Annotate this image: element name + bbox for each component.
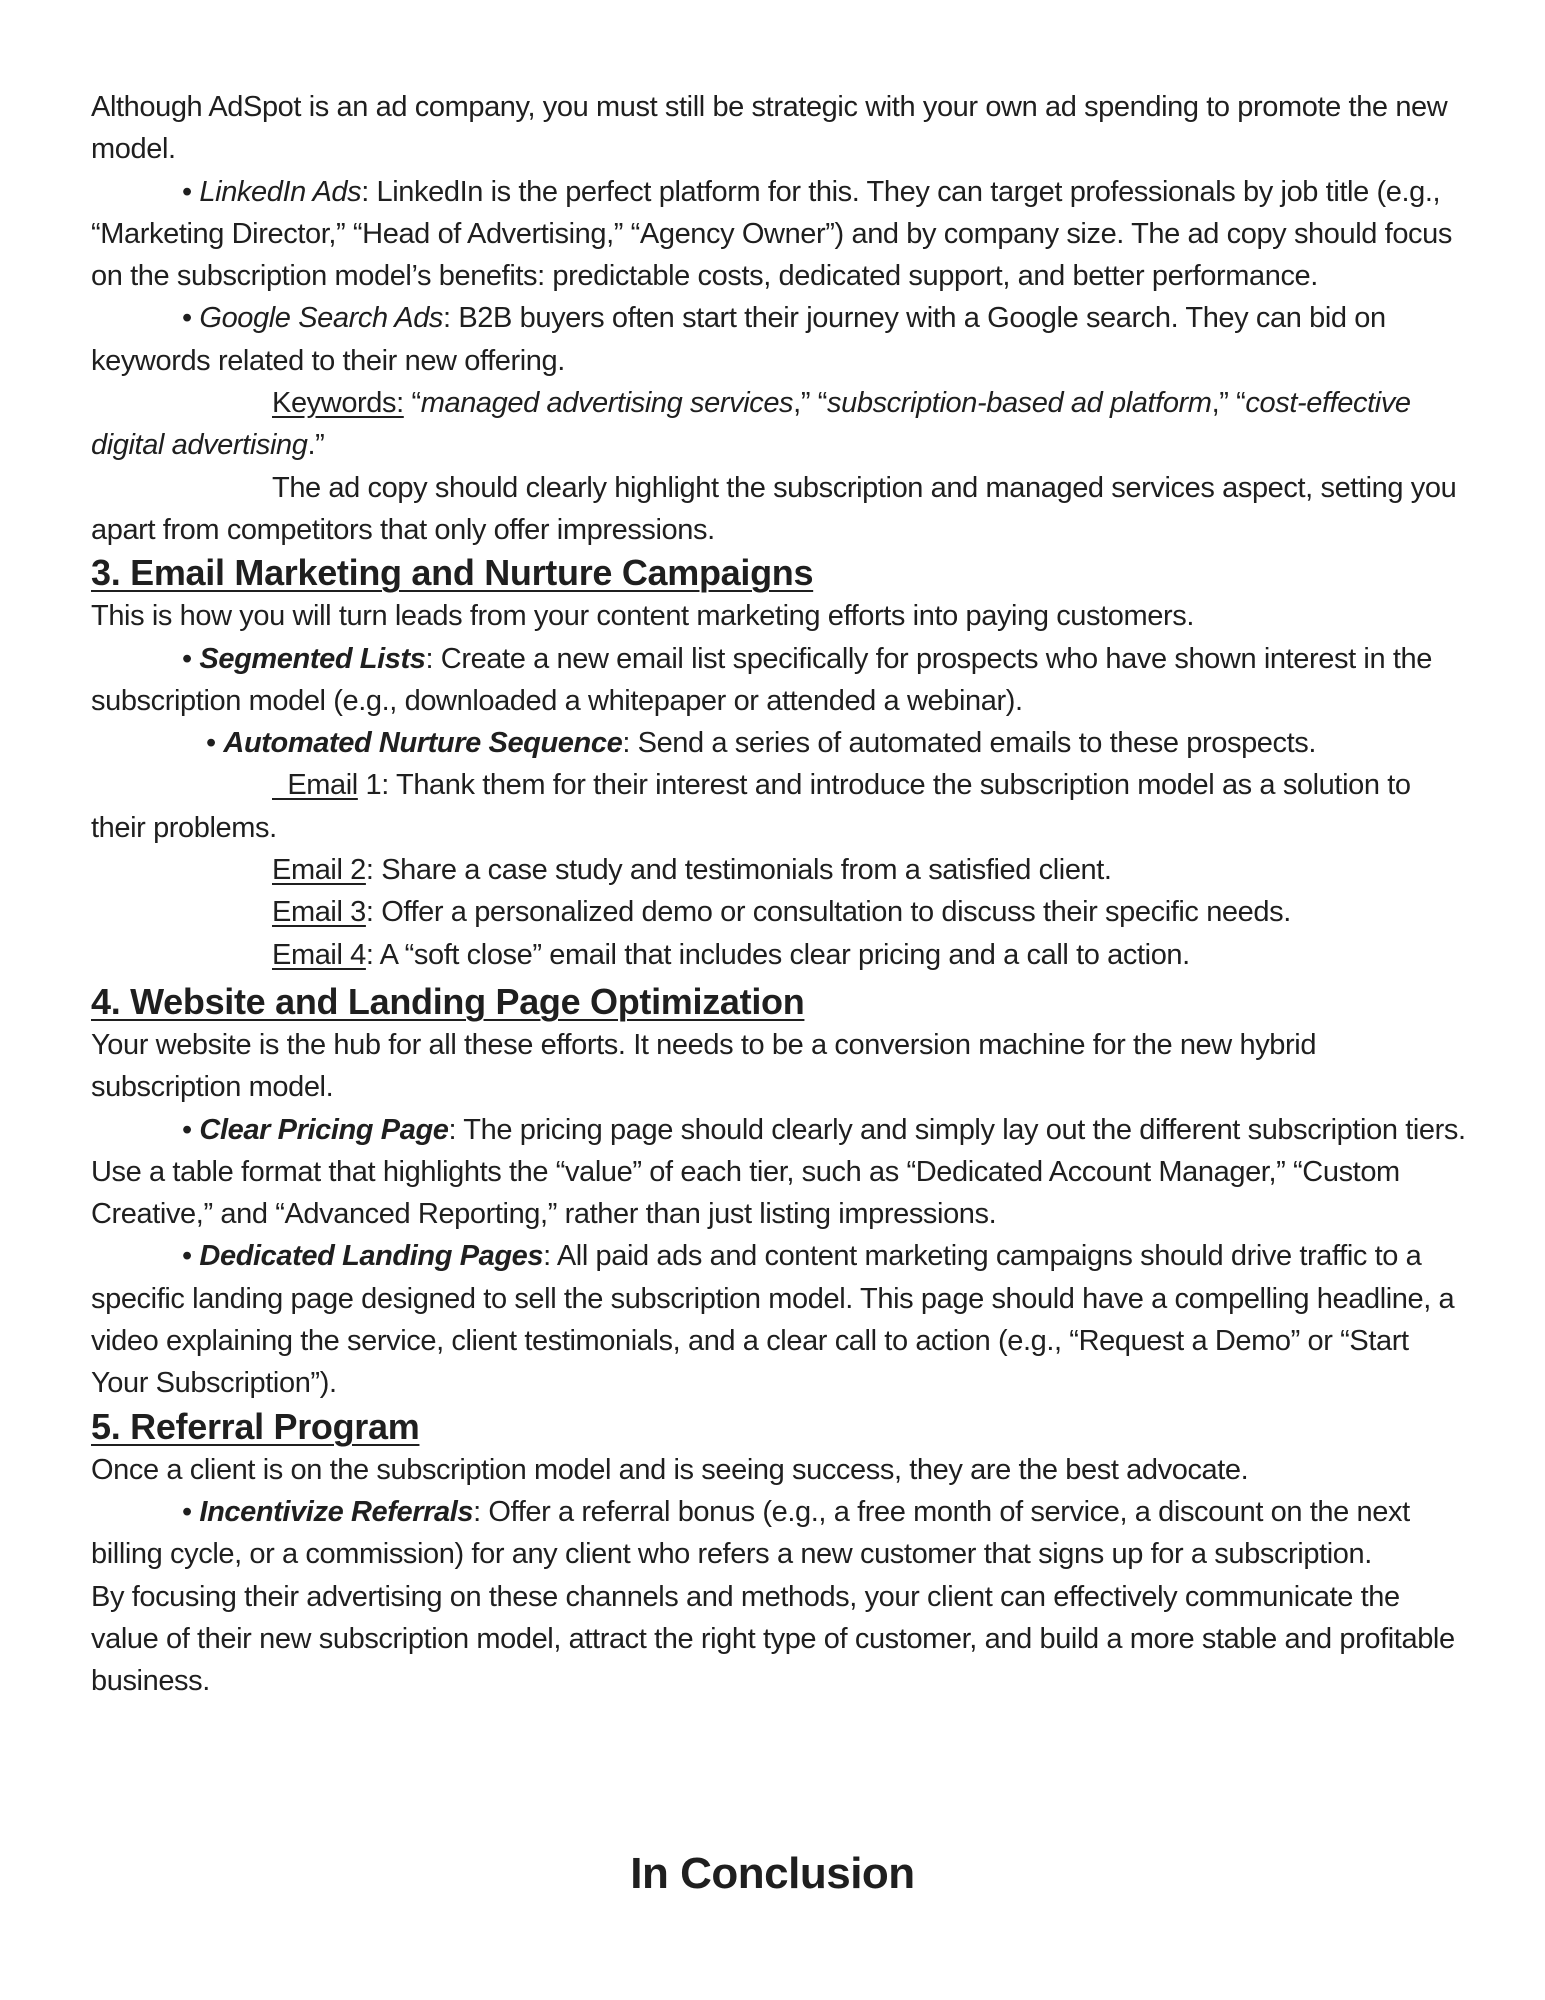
section-5-heading: 5. Referral Program bbox=[91, 1405, 420, 1447]
bullet: • bbox=[182, 1113, 200, 1146]
email-1-label: Email bbox=[272, 769, 358, 802]
segmented-lists-term: Segmented Lists bbox=[199, 642, 426, 675]
linkedin-ads-text: : LinkedIn is the perfect platform for this. They can target professionals by job title (e.g., “Marketing Director,” “Head of Advertising,” “Agency Owner”) and by company size. The ad copy should focus on the subscription model’s benefits: predictable costs, dedicated support, and better performance. bbox=[91, 175, 1452, 293]
section-3-intro: This is how you will turn leads from your content marketing efforts into paying customers. bbox=[91, 600, 1195, 633]
clear-pricing-paragraph bbox=[91, 1109, 1471, 1236]
google-search-ads-paragraph bbox=[91, 297, 1471, 382]
dedicated-landing-paragraph bbox=[91, 1235, 1471, 1404]
dedicated-landing-term: Dedicated Landing Pages bbox=[199, 1240, 544, 1273]
keyword-3: cost-effective digital advertising bbox=[91, 387, 1411, 462]
incentivize-referrals-term: Incentivize Referrals bbox=[199, 1495, 474, 1528]
keyword-2: subscription-based ad platform bbox=[827, 387, 1212, 420]
incentivize-referrals-paragraph bbox=[91, 1491, 1471, 1576]
email-1-text: 1: Thank them for their interest and introduce the subscription model as a solution to their problems. bbox=[91, 769, 1411, 844]
keywords-paragraph bbox=[91, 382, 1471, 467]
ad-copy-paragraph: The ad copy should clearly highlight the subscription and managed services aspect, setting you apart from competitors that only offer impressions. bbox=[91, 471, 1457, 546]
bullet: • bbox=[182, 642, 200, 675]
google-search-ads-term: Google Search Ads bbox=[199, 302, 444, 335]
clear-pricing-text: : The pricing page should clearly and simply lay out the different subscription tiers. Use a table format that highlights the “value” of each tier, such as “Dedicated Account Manager,” “Custom Creative,” and “Advanced Reporting,” rather than just listing impressions. bbox=[91, 1113, 1466, 1231]
section-4-intro: Your website is the hub for all these efforts. It needs to be a conversion machine for the new hybrid subscription model. bbox=[91, 1028, 1317, 1104]
segmented-lists-paragraph bbox=[91, 638, 1471, 723]
automated-nurture-text: : Send a series of automated emails to these prospects. bbox=[622, 727, 1317, 760]
automated-nurture-paragraph bbox=[91, 722, 1471, 764]
email-2-text: : Share a case study and testimonials from a satisfied client. bbox=[365, 854, 1112, 887]
segmented-lists-text: : Create a new email list specifically for prospects who have shown interest in the subscription model (e.g., downloaded a whitepaper or attended a webinar). bbox=[91, 642, 1432, 717]
intro-paragraph: Although AdSpot is an ad company, you must still be strategic with your own ad spending to promote the new model. bbox=[91, 91, 1448, 166]
linkedin-ads-term: LinkedIn Ads bbox=[199, 175, 362, 208]
keyword-1: managed advertising services bbox=[420, 387, 794, 420]
bullet: • bbox=[182, 175, 200, 208]
dedicated-landing-text: : All paid ads and content marketing campaigns should drive traffic to a specific landing page designed to sell the subscription model. This page should have a compelling headline, a video explaining the service, client testimonials, and a clear call to action (e.g., “Request a Demo” or “Start Your Subscription”). bbox=[91, 1240, 1455, 1400]
email-2-label: Email 2 bbox=[272, 854, 366, 887]
clear-pricing-term: Clear Pricing Page bbox=[199, 1113, 449, 1146]
keyword-separator: ,” “ bbox=[1211, 387, 1246, 420]
keywords-label: Keywords: bbox=[272, 387, 404, 420]
email-3-paragraph bbox=[91, 891, 1471, 933]
email-3-text: : Offer a personalized demo or consultation to discuss their specific needs. bbox=[365, 896, 1291, 929]
email-4-paragraph bbox=[91, 934, 1471, 976]
closing-paragraph: By focusing their advertising on these channels and methods, your client can effectively communicate the value of their new subscription model, attract the right type of customer, and build a more stable and profitable business. bbox=[91, 1580, 1455, 1698]
bullet: • bbox=[182, 1495, 200, 1528]
section-3-heading: 3. Email Marketing and Nurture Campaigns bbox=[91, 552, 814, 594]
email-3-label: Email 3 bbox=[272, 896, 366, 929]
bullet: • bbox=[182, 1240, 200, 1273]
email-4-text: : A “soft close” email that includes clear pricing and a call to action. bbox=[365, 938, 1190, 971]
keyword-separator: ,” “ bbox=[793, 387, 828, 420]
section-4-heading: 4. Website and Landing Page Optimization bbox=[91, 980, 805, 1022]
incentivize-referrals-text: : Offer a referral bonus (e.g., a free month of service, a discount on the next billing cycle, or a commission) for any client who refers a new customer that signs up for a subscription. bbox=[91, 1495, 1410, 1571]
keywords-end: .” bbox=[307, 429, 325, 462]
keywords-quote: “ bbox=[403, 387, 421, 420]
automated-nurture-term: Automated Nurture Sequence bbox=[223, 727, 623, 760]
bullet: • bbox=[182, 302, 200, 335]
document-body bbox=[91, 86, 1471, 1702]
email-4-label: Email 4 bbox=[272, 938, 366, 971]
email-1-paragraph bbox=[91, 764, 1471, 849]
linkedin-ads-paragraph bbox=[91, 171, 1471, 298]
conclusion-heading: In Conclusion bbox=[630, 1849, 915, 1898]
email-2-paragraph bbox=[91, 849, 1471, 891]
section-5-intro: Once a client is on the subscription model and is seeing success, they are the best advocate. bbox=[91, 1453, 1249, 1486]
google-search-ads-text: : B2B buyers often start their journey with a Google search. They can bid on keywords related to their new offering. bbox=[91, 302, 1386, 377]
bullet: • bbox=[206, 727, 224, 760]
